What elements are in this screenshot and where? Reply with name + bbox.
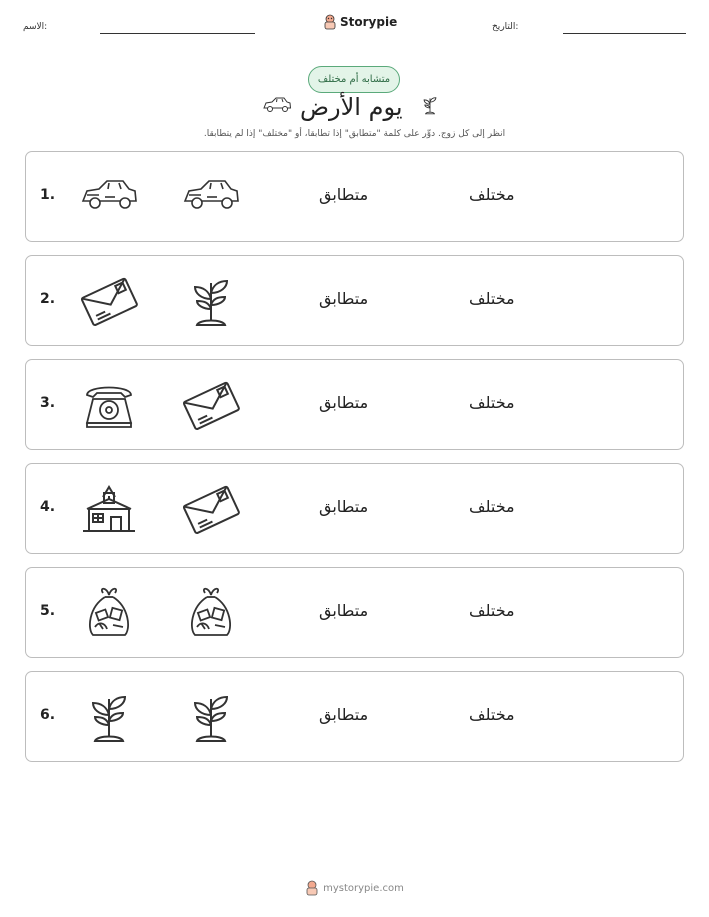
question-number: 6. bbox=[40, 707, 56, 723]
sprout-icon bbox=[419, 93, 441, 117]
same-option[interactable]: متطابق bbox=[319, 393, 369, 412]
instructions: انظر إلى كل زوج. دوِّر على كلمة "متطابق" إذا تطابقا، أو "مختلف" إذا لم يتطابقا. bbox=[203, 129, 506, 139]
same-option[interactable]: متطابق bbox=[319, 185, 369, 204]
question-row bbox=[25, 359, 684, 450]
question-row bbox=[25, 671, 684, 762]
envelope-icon bbox=[181, 479, 241, 539]
question-number: 5. bbox=[40, 603, 56, 619]
car-icon bbox=[79, 167, 139, 227]
mascot-icon bbox=[305, 880, 319, 896]
recycling-bag-icon bbox=[181, 583, 241, 643]
different-option[interactable]: مختلف bbox=[469, 289, 515, 308]
same-option[interactable]: متطابق bbox=[319, 705, 369, 724]
sprout-icon bbox=[181, 271, 241, 331]
question-row bbox=[25, 463, 684, 554]
envelope-icon bbox=[79, 271, 139, 331]
schoolhouse-icon bbox=[79, 479, 139, 539]
date-label: التاريخ: bbox=[492, 22, 519, 32]
footer bbox=[0, 880, 709, 896]
footer-url[interactable]: mystorypie.com bbox=[323, 882, 404, 894]
car-icon bbox=[262, 96, 292, 114]
question-row bbox=[25, 567, 684, 658]
name-line[interactable] bbox=[100, 33, 255, 34]
same-option[interactable]: متطابق bbox=[319, 601, 369, 620]
different-option[interactable]: مختلف bbox=[469, 393, 515, 412]
name-label: الاسم: bbox=[23, 22, 48, 32]
envelope-icon bbox=[181, 375, 241, 435]
telephone-icon bbox=[79, 375, 139, 435]
same-option[interactable]: متطابق bbox=[319, 289, 369, 308]
brand-name: Storypie bbox=[340, 15, 398, 29]
topic-badge: متشابه أم مختلف bbox=[308, 66, 400, 93]
different-option[interactable]: مختلف bbox=[469, 497, 515, 516]
different-option[interactable]: مختلف bbox=[469, 705, 515, 724]
brand-logo bbox=[323, 14, 397, 30]
question-row bbox=[25, 255, 684, 346]
recycling-bag-icon bbox=[79, 583, 139, 643]
different-option[interactable]: مختلف bbox=[469, 185, 515, 204]
sprout-icon bbox=[79, 687, 139, 747]
question-number: 2. bbox=[40, 291, 56, 307]
car-icon bbox=[181, 167, 241, 227]
same-option[interactable]: متطابق bbox=[319, 497, 369, 516]
question-number: 3. bbox=[40, 395, 56, 411]
date-line[interactable] bbox=[563, 33, 686, 34]
question-row bbox=[25, 151, 684, 242]
question-number: 1. bbox=[40, 187, 56, 203]
question-number: 4. bbox=[40, 499, 56, 515]
page-title: يوم الأرض bbox=[300, 93, 403, 121]
different-option[interactable]: مختلف bbox=[469, 601, 515, 620]
sprout-icon bbox=[181, 687, 241, 747]
mascot-icon bbox=[323, 14, 337, 30]
